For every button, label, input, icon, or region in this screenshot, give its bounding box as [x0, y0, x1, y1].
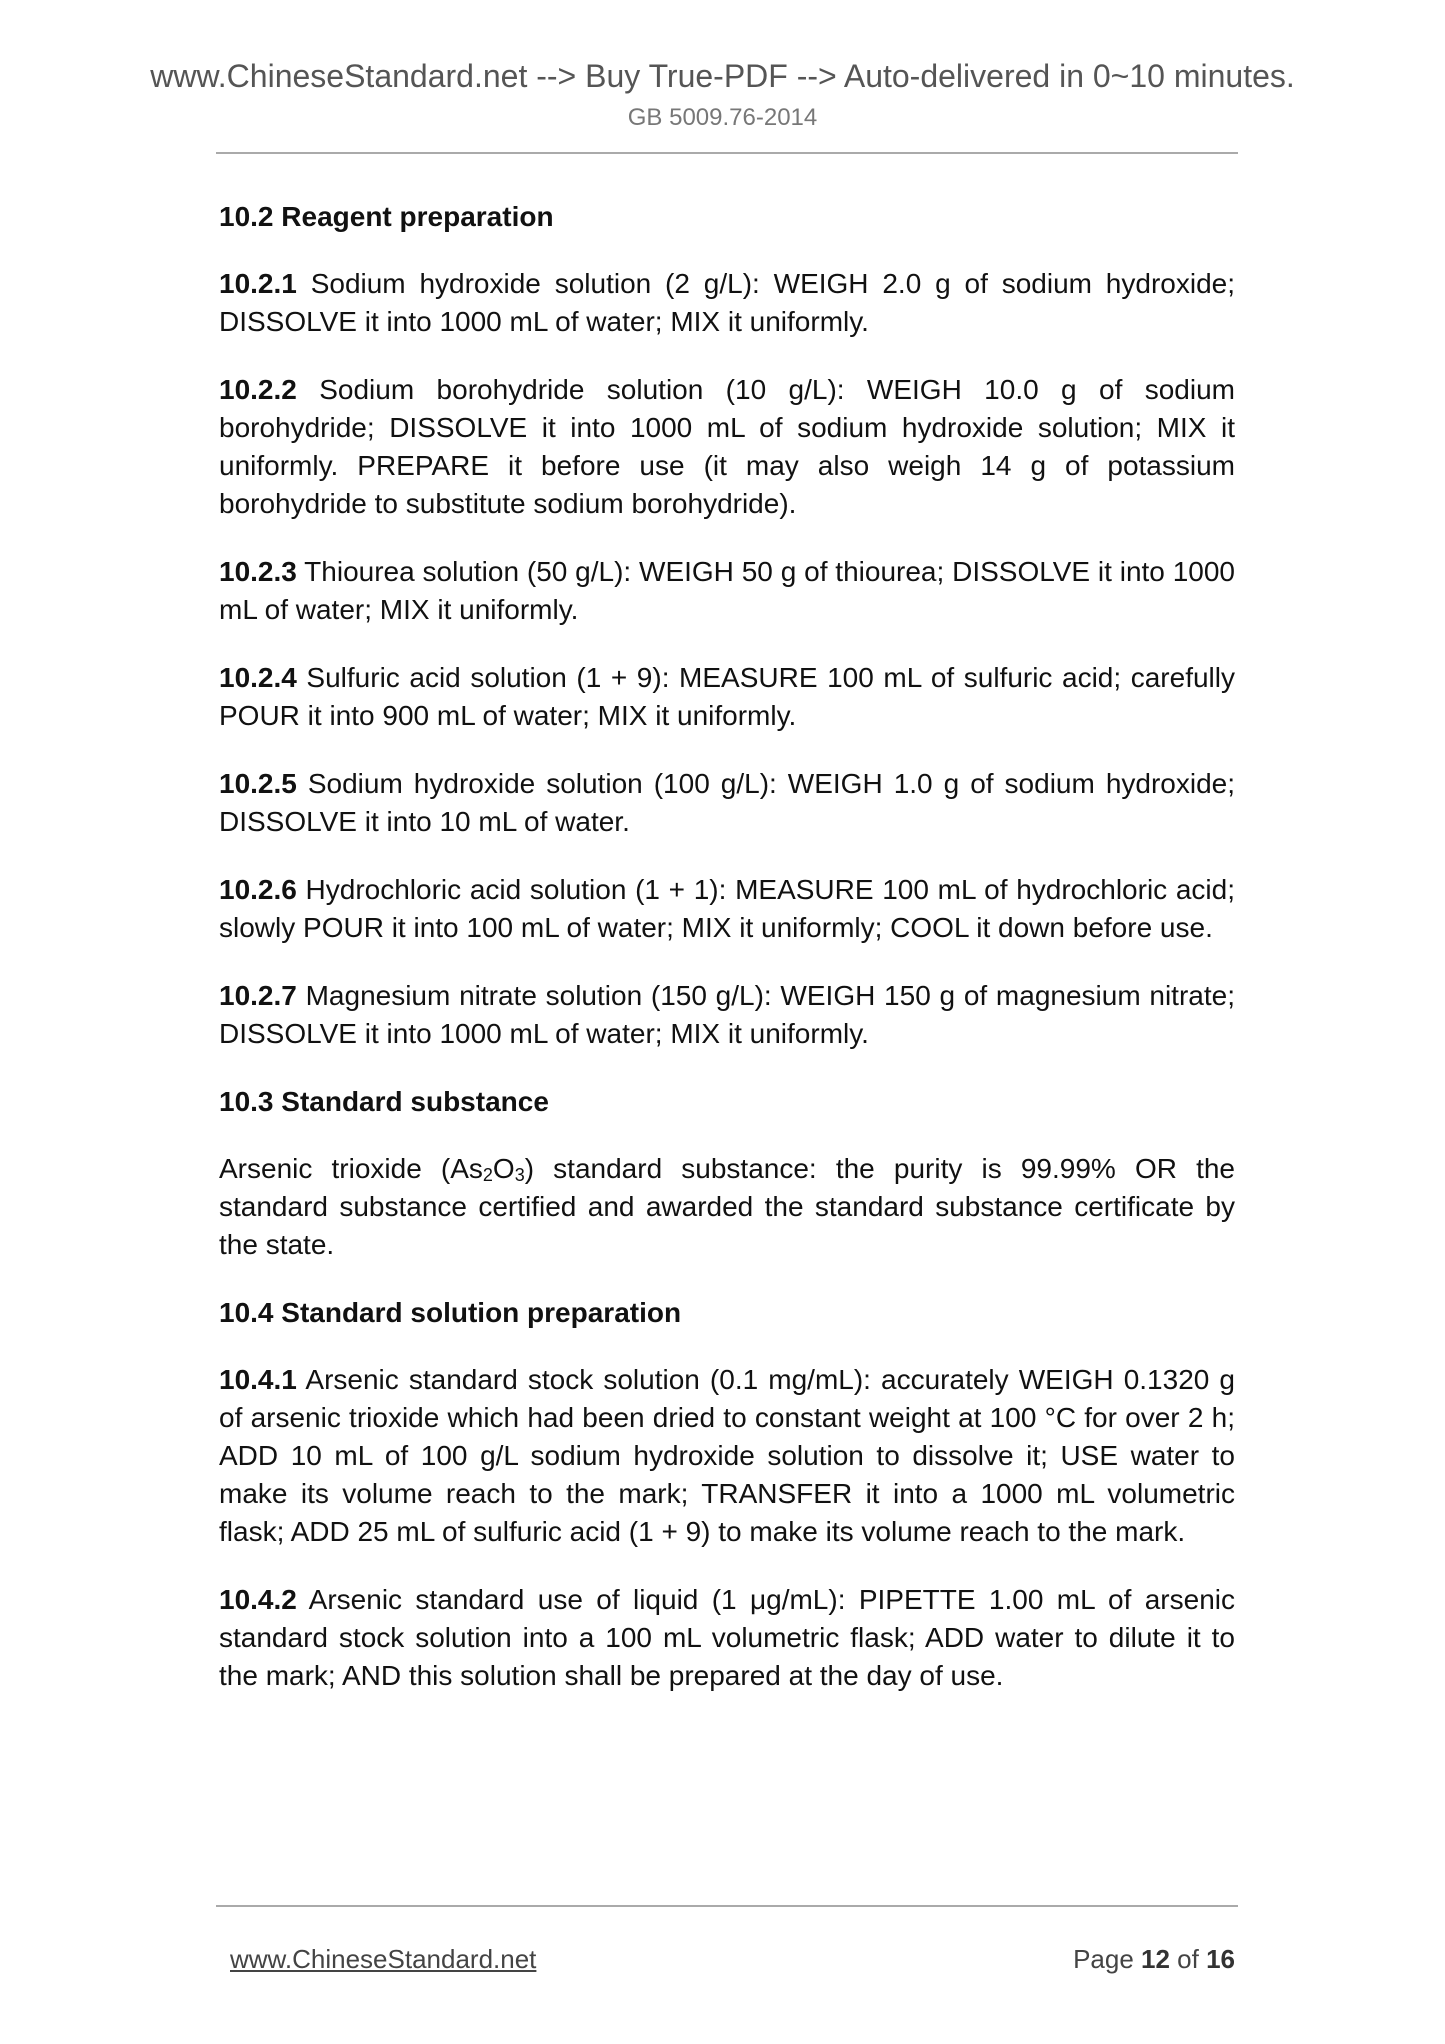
document-body — [219, 198, 1235, 1725]
text: O — [492, 1153, 515, 1184]
clause-text: Sodium hydroxide solution (100 g/L): WEIGH 1.0 g of sodium hydroxide; DISSOLVE it into 10 mL of water. — [219, 768, 1235, 837]
section-heading: 10.2 Reagent preparation — [219, 201, 554, 232]
clause-text: Magnesium nitrate solution (150 g/L): WEIGH 150 g of magnesium nitrate; DISSOLVE it into 1000 mL of water; MIX it uniformly. — [219, 980, 1235, 1049]
clause-number: 10.4.2 — [219, 1584, 297, 1615]
clause-number: 10.2.3 — [219, 556, 297, 587]
page-label: Page — [1073, 1944, 1142, 1974]
footer-website-link[interactable]: www.ChineseStandard.net — [230, 1944, 537, 1974]
paragraph — [219, 765, 1235, 841]
header-banner: www.ChineseStandard.net --> Buy True-PDF --> Auto-delivered in 0~10 minutes. — [150, 58, 1295, 94]
clause-text: Sodium hydroxide solution (2 g/L): WEIGH 2.0 g of sodium hydroxide; DISSOLVE it into 1000 mL of water; MIX it uniformly. — [219, 268, 1235, 337]
page-indicator — [1073, 1944, 1235, 1975]
subscript: 3 — [514, 1165, 525, 1185]
clause-number: 10.2.4 — [219, 662, 297, 693]
clause-number: 10.2.7 — [219, 980, 297, 1011]
paragraph — [219, 977, 1235, 1053]
paragraph — [219, 1150, 1235, 1264]
standard-id: GB 5009.76-2014 — [627, 104, 818, 131]
text: ) standard substance: the purity is 99.99% OR the standard substance certified and awarded the standard substance certificate by the state. — [219, 1153, 1236, 1260]
clause-text: Hydrochloric acid solution (1 + 1): MEASURE 100 mL of hydrochloric acid; slowly POUR it into 100 mL of water; MIX it uniformly; COOL it down before use. — [219, 874, 1235, 943]
total-pages: 16 — [1206, 1944, 1235, 1974]
section-heading: 10.3 Standard substance — [219, 1086, 549, 1117]
clause-number: 10.2.1 — [219, 268, 297, 299]
clause-text: Sodium borohydride solution (10 g/L): WEIGH 10.0 g of sodium borohydride; DISSOLVE it into 1000 mL of sodium hydroxide solution; MIX it uniformly. PREPARE it before use (it may also weigh 14 g of potassium borohydride to substitute sodium borohydride). — [219, 374, 1235, 519]
subscript: 2 — [482, 1165, 493, 1185]
clause-number: 10.2.5 — [219, 768, 297, 799]
text: Arsenic trioxide (As — [219, 1153, 483, 1184]
footer-divider — [216, 1905, 1238, 1907]
clause-text: Arsenic standard use of liquid (1 μg/mL): PIPETTE 1.00 mL of arsenic standard stock solution into a 100 mL volumetric flask; ADD water to dilute it to the mark; AND this solution shall be prepared at the day of use. — [219, 1584, 1235, 1691]
header-divider — [216, 152, 1238, 154]
paragraph — [219, 371, 1235, 523]
paragraph — [219, 871, 1235, 947]
clause-text: Sulfuric acid solution (1 + 9): MEASURE 100 mL of sulfuric acid; carefully POUR it into 900 mL of water; MIX it uniformly. — [219, 662, 1235, 731]
clause-number: 10.2.2 — [219, 374, 297, 405]
paragraph — [219, 265, 1235, 341]
clause-number: 10.2.6 — [219, 874, 297, 905]
paragraph — [219, 1581, 1235, 1695]
clause-text: Arsenic standard stock solution (0.1 mg/mL): accurately WEIGH 0.1320 g of arsenic trioxide which had been dried to constant weight at 100 °C for over 2 h; ADD 10 mL of 100 g/L sodium hydroxide solution to dissolve it; USE water to make its volume reach to the mark; TRANSFER it into a 1000 mL volumetric flask; ADD 25 mL of sulfuric acid (1 + 9) to make its volume reach to the mark. — [219, 1364, 1235, 1547]
clause-number: 10.4.1 — [219, 1364, 297, 1395]
paragraph — [219, 659, 1235, 735]
section-heading: 10.4 Standard solution preparation — [219, 1297, 682, 1328]
current-page: 12 — [1141, 1944, 1170, 1974]
paragraph — [219, 1361, 1235, 1551]
of-label: of — [1169, 1944, 1207, 1974]
clause-text: Thiourea solution (50 g/L): WEIGH 50 g of thiourea; DISSOLVE it into 1000 mL of water; MIX it uniformly. — [219, 556, 1235, 625]
paragraph — [219, 553, 1235, 629]
